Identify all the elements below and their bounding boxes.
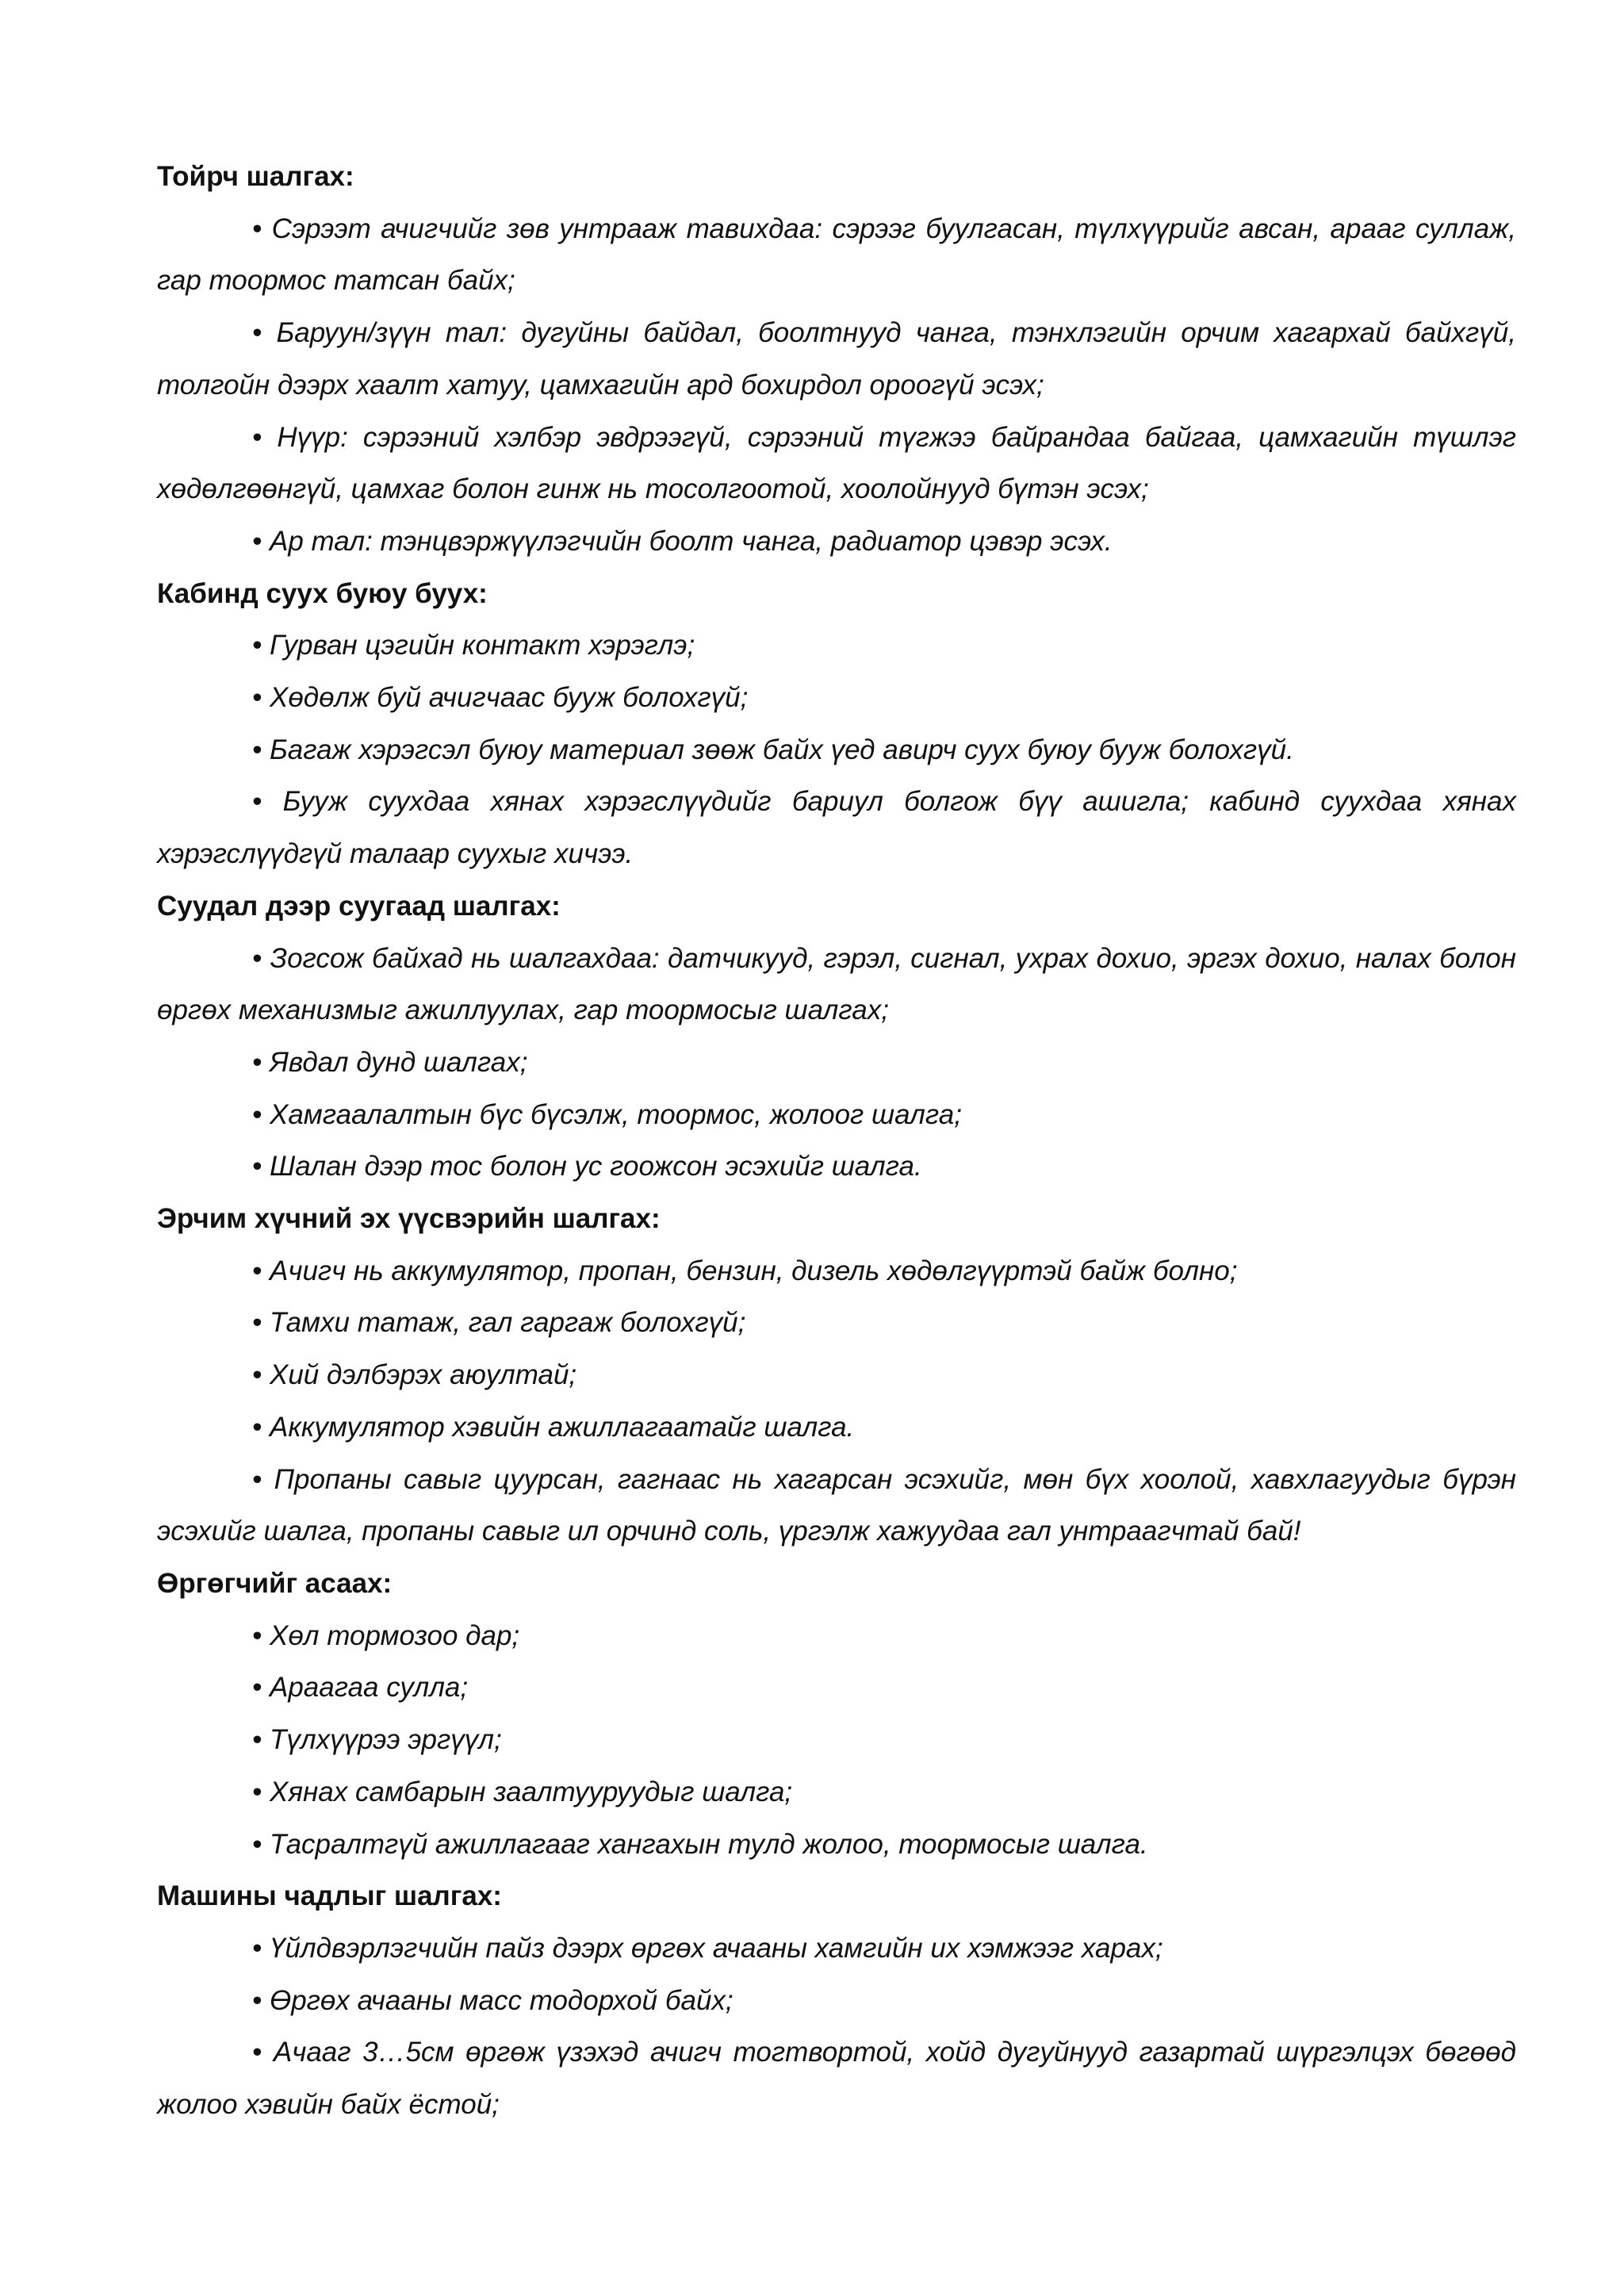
- section-heading: Эрчим хүчний эх үүсвэрийн шалгах:: [157, 1203, 661, 1235]
- section-heading: Өргөгчийг асаах:: [157, 1567, 393, 1599]
- bullet-item: • Хянах самбарын заалтууруудыг шалга;: [252, 1776, 793, 1807]
- bullet-item: • Нүүр: сэрээний хэлбэр эвдрээгүй, сэрээний түгжээ байрандаа байгаа, цамхагийн түшлэг хөдөлгөөнгүй, цамхаг болон гинж нь тосолгоотой, хоолойнууд бүтэн эсэх;: [157, 421, 1516, 505]
- bullet-item: • Хамгаалалтын бүс бүсэлж, тоормос, жолоог шалга;: [252, 1098, 962, 1130]
- bullet-item: • Баруун/зүүн тал: дугуйны байдал, боолтнууд чанга, тэнхлэгийн орчим хагархай байхгүй, толгойн дээрх хаалт хатуу, цамхагийн ард бохирдол ороогүй эсэх;: [157, 317, 1516, 401]
- bullet-item: • Гурван цэгийн контакт хэрэглэ;: [252, 630, 695, 661]
- section-heading: Кабинд суух буюу буух:: [157, 577, 488, 609]
- bullet-item: • Түлхүүрээ эргүүл;: [252, 1724, 502, 1756]
- document-content: [157, 151, 1516, 2131]
- bullet-item: • Аккумулятор хэвийн ажиллагаатайг шалга.: [252, 1411, 855, 1443]
- bullet-item: • Өргөх ачааны масс тодорхой байх;: [252, 1984, 733, 2016]
- bullet-item: • Зогсож байхад нь шалгахдаа: датчикууд, гэрэл, сигнал, ухрах дохио, эргэх дохио, налах болон өргөх механизмыг ажиллуулах, гар тоормосыг шалгах;: [157, 942, 1516, 1026]
- bullet-item: • Тасралтгүй ажиллагааг хангахын тулд жолоо, тоормосыг шалга.: [252, 1828, 1148, 1860]
- bullet-item: • Хий дэлбэрэх аюултай;: [252, 1359, 577, 1391]
- section-heading: Тойрч шалгах:: [157, 161, 354, 192]
- bullet-item: • Шалан дээр тос болон ус гоожсон эсэхийг шалга.: [252, 1151, 922, 1182]
- bullet-item: • Пропаны савыг цуурсан, гагнаас нь хагарсан эсэхийг, мөн бүх хоолой, хавхлагуудыг бүрэн эсэхийг шалга, пропаны савыг ил орчинд соль, үргэлж хажуудаа гал унтраагчтай бай!: [157, 1463, 1516, 1547]
- bullet-item: • Хөдөлж буй ачигчаас бууж болохгүй;: [252, 682, 749, 714]
- bullet-item: • Ачигч нь аккумулятор, пропан, бензин, дизель хөдөлгүүртэй байж болно;: [252, 1255, 1238, 1286]
- bullet-item: • Үйлдвэрлэгчийн пайз дээрх өргөх ачааны хамгийн их хэмжээг харах;: [252, 1932, 1163, 1964]
- bullet-item: • Ар тал: тэнцвэржүүлэгчийн боолт чанга, радиатор цэвэр эсэх.: [252, 525, 1113, 557]
- bullet-item: • Багаж хэрэгсэл буюу материал зөөж байх үед авирч суух буюу бууж болохгүй.: [252, 734, 1294, 765]
- bullet-item: • Явдал дунд шалгах;: [252, 1046, 528, 1078]
- bullet-item: • Сэрээт ачигчийг зөв унтрааж тавихдаа: сэрээг буулгасан, түлхүүрийг авсан, арааг суллаж, гар тоормос татсан байх;: [157, 213, 1516, 297]
- bullet-item: • Хөл тормозоо дар;: [252, 1619, 520, 1651]
- bullet-item: • Бууж суухдаа хянах хэрэгслүүдийг бариул болгож бүү ашигла; кабинд суухдаа хянах хэрэгслүүдгүй талаар суухыг хичээ.: [157, 786, 1516, 870]
- section-heading: Машины чадлыг шалгах:: [157, 1880, 502, 1912]
- bullet-item: • Ачааг 3…5см өргөж үзэхэд ачигч тогтвортой, хойд дугуйнууд газартай шүргэлцэх бөгөөд жолоо хэвийн байх ёстой;: [157, 2037, 1516, 2121]
- section-heading: Суудал дээр суугаад шалгах:: [157, 890, 561, 922]
- bullet-item: • Тамхи татаж, гал гаргаж болохгүй;: [252, 1307, 746, 1339]
- bullet-item: • Араагаа сулла;: [252, 1672, 469, 1704]
